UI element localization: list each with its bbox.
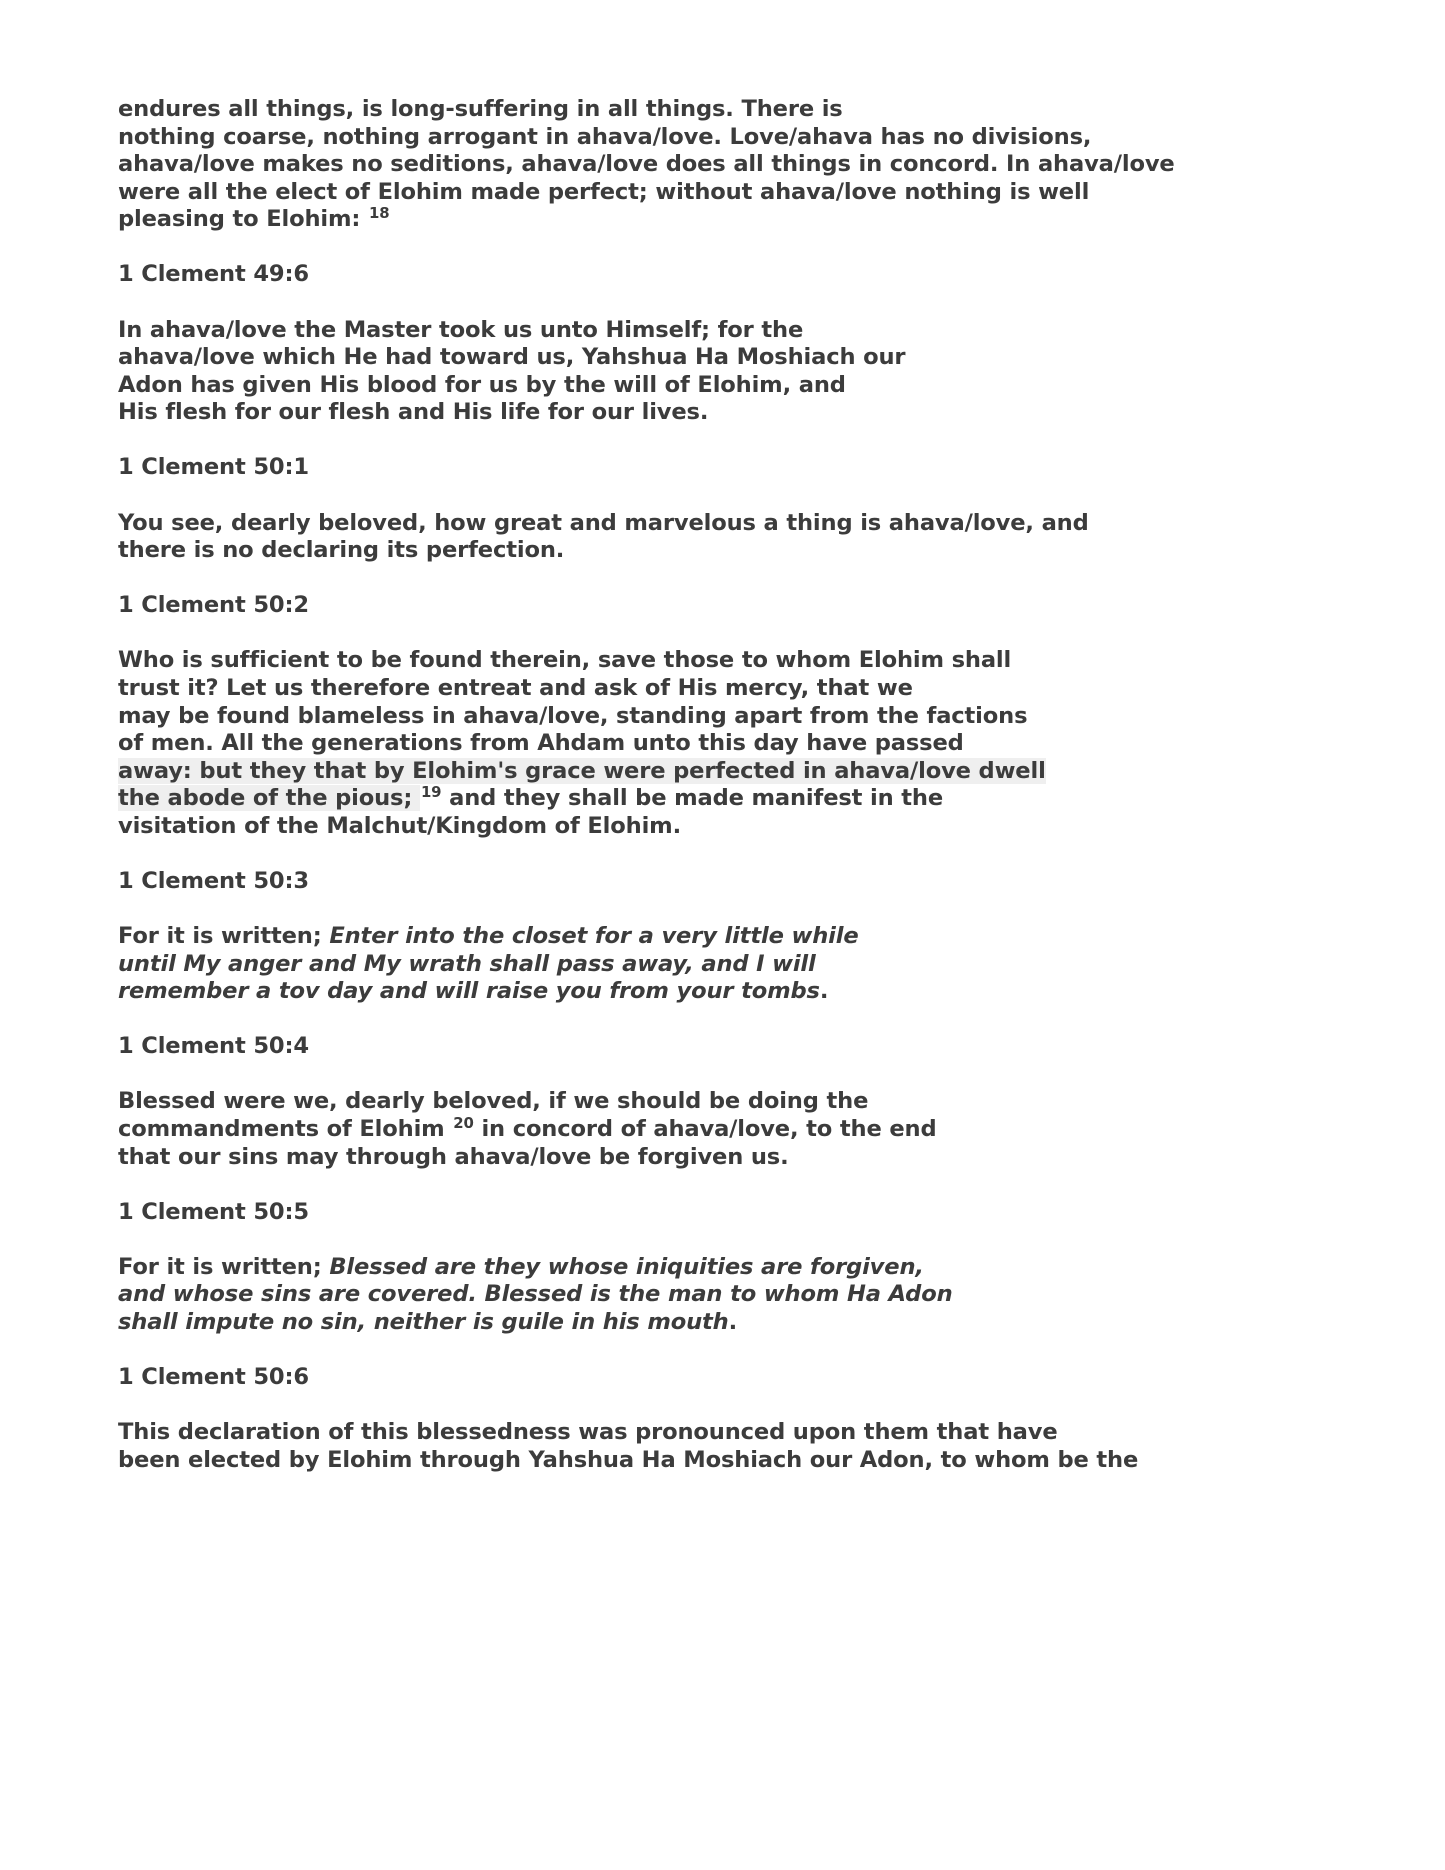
text-line [118,923,1325,951]
scripture-quote-line: and whose sins are covered. Blessed is the man to whom Ha Adon [118,1281,953,1308]
verse-heading-50-5: 1 Clement 50:5 [118,1198,309,1225]
scripture-quote-line: remember a tov day and will raise you from your tombs [118,978,820,1005]
text-line: Blessed were we, dearly beloved, if we should be doing the [118,1088,869,1115]
verse-body-50-4 [118,1088,1325,1171]
text-line: visitation of the Malchut/Kingdom of Elohim. [118,812,681,839]
verse-heading-50-6: 1 Clement 50:6 [118,1364,309,1391]
text-line: Who is sufficient to be found therein, save those to whom Elohim shall [118,647,1012,674]
scripture-quote-line: Enter into the closet for a very little while [321,923,859,950]
text-line: Adon has given His blood for us by the will of Elohim, and [118,371,846,398]
text-line: may be found blameless in ahava/love, standing apart from the factions [118,702,1028,729]
scripture-intro: For it is written; [118,923,322,950]
text-line: were all the elect of Elohim made perfect; without ahava/love nothing is well [118,178,1090,205]
text-fragment: and they shall be made manifest in the [441,785,944,812]
continuation-paragraph [118,96,1325,234]
text-line: there is no declaring its perfection. [118,537,565,564]
text-line [118,1309,1325,1337]
text-fragment: pleasing to Elohim: [118,206,368,233]
text-line [118,782,1325,813]
text-line [118,203,1325,234]
text-line: that our sins may through ahava/love be forgiven us. [118,1143,789,1170]
text-line: endures all things, is long-suffering in all things. There is [118,96,843,122]
verse-body-50-3 [118,923,1325,1006]
selection-highlight: the abode of the pious; [118,785,420,812]
text-line: nothing coarse, nothing arrogant in ahava/love. Love/ahava has no divisions, [118,123,1092,150]
scripture-quote-line: Blessed are they whose iniquities are forgiven, [321,1253,924,1280]
text-line: trust it? Let us therefore entreat and ask of His mercy, that we [118,674,913,701]
verse-heading-50-2: 1 Clement 50:2 [118,592,309,619]
verse-body-50-6 [118,1419,1325,1474]
text-line: His flesh for our flesh and His life for our lives. [118,399,709,426]
document-text-body[interactable] [118,96,1325,1474]
verse-body-50-2 [118,647,1325,840]
selection-highlight: away: but they that by Elohim's grace were perfected in ahava/love dwell [118,757,1046,784]
verse-body-50-5 [118,1254,1325,1337]
footnote-marker-18[interactable]: 18 [368,203,390,222]
scripture-intro: For it is written; [118,1253,322,1280]
text-fragment: . [819,978,829,1005]
verse-heading-50-1: 1 Clement 50:1 [118,454,309,481]
text-line [118,978,1325,1006]
text-line: This declaration of this blessedness was pronounced upon them that have [118,1419,1058,1446]
verse-heading-50-4: 1 Clement 50:4 [118,1033,309,1060]
verse-body-50-1 [118,510,1325,565]
text-line-highlighted [118,758,1325,786]
scripture-quote-line: until My anger and My wrath shall pass away, and I will [118,950,816,977]
verse-heading-50-3: 1 Clement 50:3 [118,867,309,894]
text-line: of men. All the generations from Ahdam unto this day have passed [118,730,964,757]
verse-heading-49-6: 1 Clement 49:6 [118,261,309,288]
text-fragment: . [728,1309,738,1335]
text-fragment: commandments of Elohim [118,1116,453,1143]
text-line: You see, dearly beloved, how great and marvelous a thing is ahava/love, and [118,509,1089,536]
text-line: been elected by Elohim through Yahshua Ha Moshiach our Adon, to whom be the [118,1446,1139,1473]
footnote-marker-20[interactable]: 20 [453,1113,474,1132]
footnote-marker-19[interactable]: 19 [420,782,442,801]
verse-body-49-6 [118,317,1325,427]
text-line: ahava/love makes no seditions, ahava/love does all things in concord. In ahava/love [118,151,1175,178]
text-fragment: in concord of ahava/love, to the end [473,1116,937,1143]
text-line: In ahava/love the Master took us unto Himself; for the [118,316,804,343]
scripture-quote-line: shall impute no sin, neither is guile in his mouth [118,1309,729,1335]
text-line: ahava/love which He had toward us, Yahshua Ha Moshiach our [118,344,906,371]
text-line [118,1113,1325,1144]
text-line [118,1254,1325,1282]
